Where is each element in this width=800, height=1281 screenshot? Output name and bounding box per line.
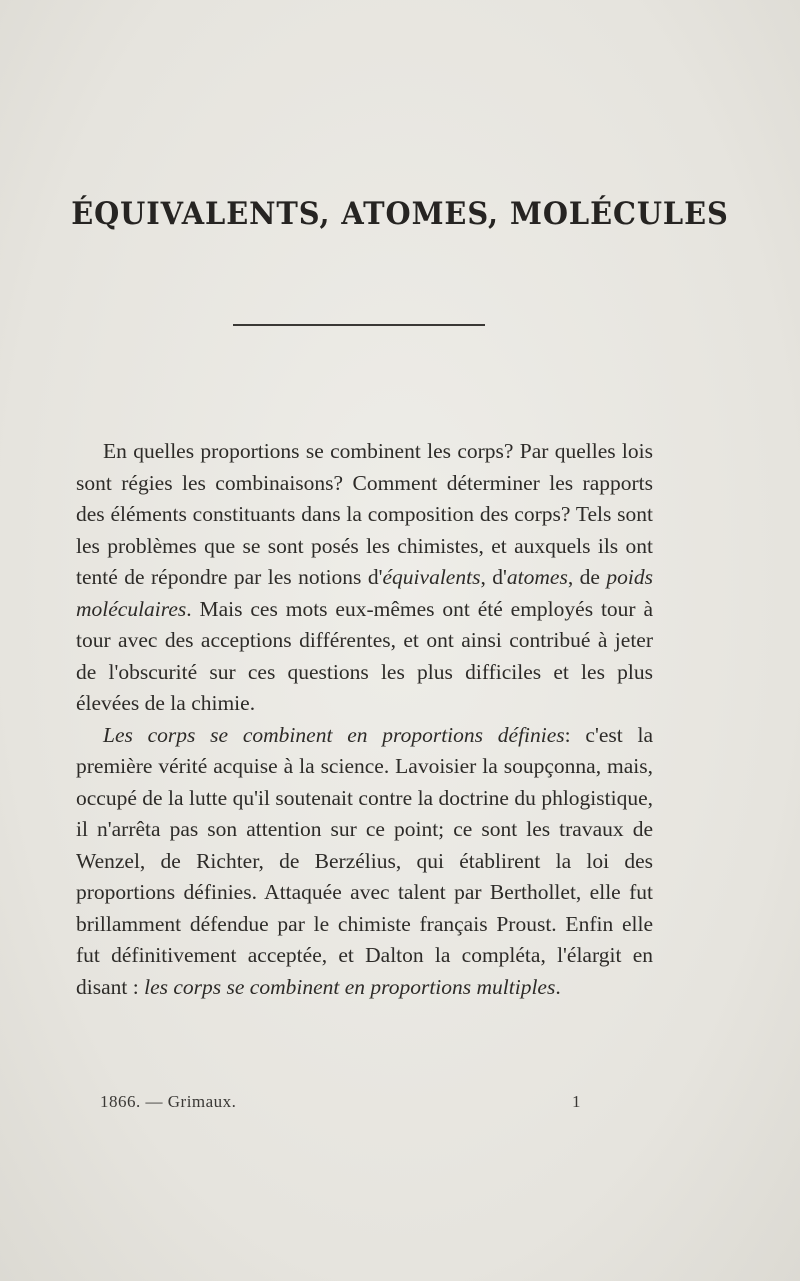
text-segment: . (555, 974, 561, 999)
body-text (76, 436, 653, 1003)
sheet-number: 1 (572, 1092, 581, 1111)
title-rule (233, 324, 485, 326)
italic-term-poids-moleculaires: poids moléculaires (76, 565, 654, 621)
italic-law-multiple-proportions: les corps se combinent en proportions multiples (144, 974, 556, 999)
text-segment: En quelles proportions se combinent les corps? Par quelles lois sont régies les combinaisons? Comment déterminer les rapports des éléments constituants dans la composition des corps? Tels sont les problèmes que se sont posés les chimistes, et auxquels ils ont tenté de répondre par les notions d' (76, 439, 653, 589)
italic-term-equivalents: équivalents (382, 565, 481, 589)
paragraph-2 (76, 720, 653, 1004)
text-segment: , de (567, 565, 607, 589)
page-title: ÉQUIVALENTS, ATOMES, MOLÉCULES (71, 196, 729, 232)
text-segment: , d' (480, 565, 507, 589)
text-segment: . Mais ces mots eux-mêmes ont été employés tour à tour avec des acceptions différentes, et ont ainsi contribué à jeter de l'obscurité sur ces questions les plus difficiles et les plus élevées de la chimie. (76, 596, 653, 715)
italic-law-statement: Les corps se combinent en proportions définies (103, 722, 565, 747)
text-segment: : c'est la première vérité acquise à la science. Lavoisier la soupçonna, mais, occupé de la lutte qu'il soutenait contre la doctrine du phlogistique, il n'arrêta pas son attention sur ce point; ce sont les travaux de Wenzel, de Richter, de Berzélius, qui établirent la loi des proportions définies. Attaquée avec talent par Berthollet, elle fut brillamment défendue par le chimiste français Proust. Enfin elle fut définitivement acceptée, et Dalton la compléta, l'élargit en disant : (76, 722, 653, 999)
italic-term-atomes: atomes (506, 565, 568, 589)
printer-signature: 1866. — Grimaux. (100, 1092, 237, 1111)
paragraph-1 (76, 436, 653, 720)
